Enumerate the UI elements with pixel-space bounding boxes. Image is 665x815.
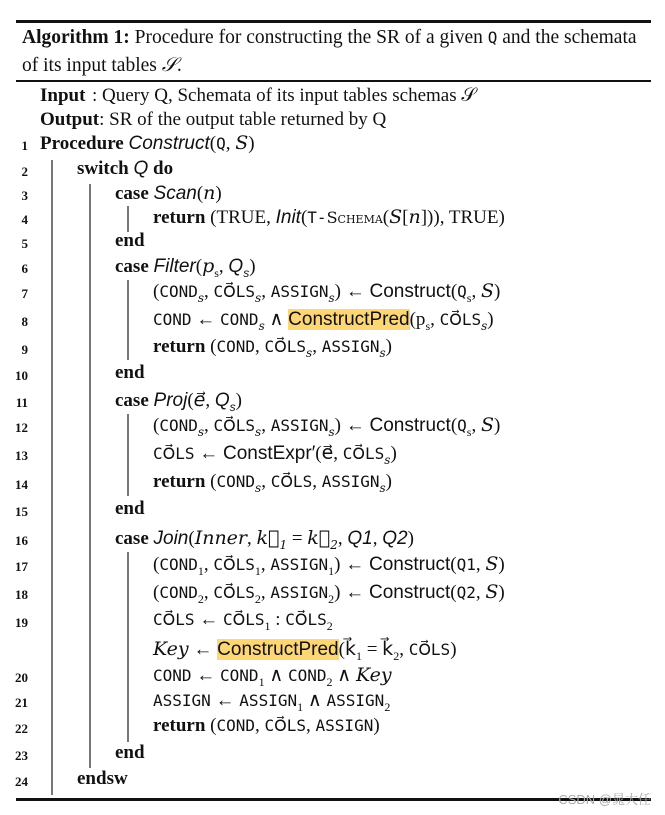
construct-pred-highlight: ConstructPred — [288, 309, 410, 330]
keyword-end: end — [115, 362, 145, 383]
line-number: 24 — [15, 774, 28, 789]
keyword-return: return — [153, 336, 206, 357]
keyword-case: case — [115, 183, 149, 204]
line-number: 15 — [15, 504, 28, 519]
line-number: 3 — [21, 188, 28, 203]
caption-q: Q — [487, 28, 498, 47]
line-number: 16 — [15, 533, 28, 548]
line-number: 10 — [15, 368, 28, 383]
caption-s: 𝒮 — [161, 53, 177, 76]
line-number: 1 — [21, 138, 28, 153]
keyword-return: return — [153, 207, 206, 228]
line-number: 8 — [21, 314, 28, 329]
filter-block-bar — [127, 280, 129, 360]
caption-end: . — [176, 55, 182, 76]
line-number: 22 — [15, 721, 28, 736]
line-number: 11 — [15, 395, 28, 410]
caption-text-2: and the schemata of its input tables — [22, 27, 637, 76]
construct-pred-highlight: ConstructPred — [217, 639, 339, 660]
keyword-endsw: endsw — [77, 768, 128, 789]
line-number: 13 — [15, 448, 28, 463]
caption-text: Procedure for constructing the SR of a given — [129, 27, 488, 48]
keyword-return: return — [153, 715, 206, 736]
line-number: 20 — [15, 670, 28, 685]
line-number: 17 — [15, 559, 28, 574]
line-number: 23 — [15, 748, 28, 763]
keyword-do: do — [153, 158, 174, 179]
input-label: Input — [40, 85, 86, 106]
keyword-procedure: Procedure — [40, 133, 124, 154]
line-number: 21 — [15, 695, 28, 710]
algorithm-caption — [22, 24, 652, 79]
scan-block-bar — [127, 206, 129, 232]
keyword-case: case — [115, 256, 149, 277]
line-number: 5 — [21, 236, 28, 251]
input-text: : Query Q, Schemata of its input tables schemas 𝒮 — [92, 85, 477, 106]
output-text: : SR of the output table returned by Q — [99, 109, 387, 130]
line-number: 7 — [21, 286, 28, 301]
keyword-end: end — [115, 230, 145, 251]
bottom-rule — [16, 798, 651, 801]
line-number: 4 — [21, 212, 28, 227]
output-line — [40, 108, 386, 132]
output-label: Output — [40, 109, 100, 130]
line-number: 14 — [15, 477, 28, 492]
watermark: CSDN @晁大任 — [558, 792, 651, 807]
caption-rule — [16, 80, 651, 82]
keyword-return: return — [153, 471, 206, 492]
line-number: 12 — [15, 420, 28, 435]
procedure-block-bar — [51, 160, 53, 795]
switch-block-bar — [89, 184, 91, 768]
keyword-end: end — [115, 742, 145, 763]
line-number: 6 — [21, 261, 28, 276]
caption-label: Algorithm 1: — [22, 27, 130, 48]
input-line — [40, 84, 476, 108]
line-number: 9 — [21, 342, 28, 357]
line-number: 19 — [15, 615, 28, 630]
line-number: 2 — [21, 164, 28, 179]
keyword-case: case — [115, 528, 149, 549]
proj-block-bar — [127, 414, 129, 496]
line-number: 18 — [15, 587, 28, 602]
join-block-bar — [127, 552, 129, 742]
keyword-case: case — [115, 390, 149, 411]
keyword-end: end — [115, 498, 145, 519]
keyword-switch: switch — [77, 158, 129, 179]
top-rule — [16, 20, 651, 23]
